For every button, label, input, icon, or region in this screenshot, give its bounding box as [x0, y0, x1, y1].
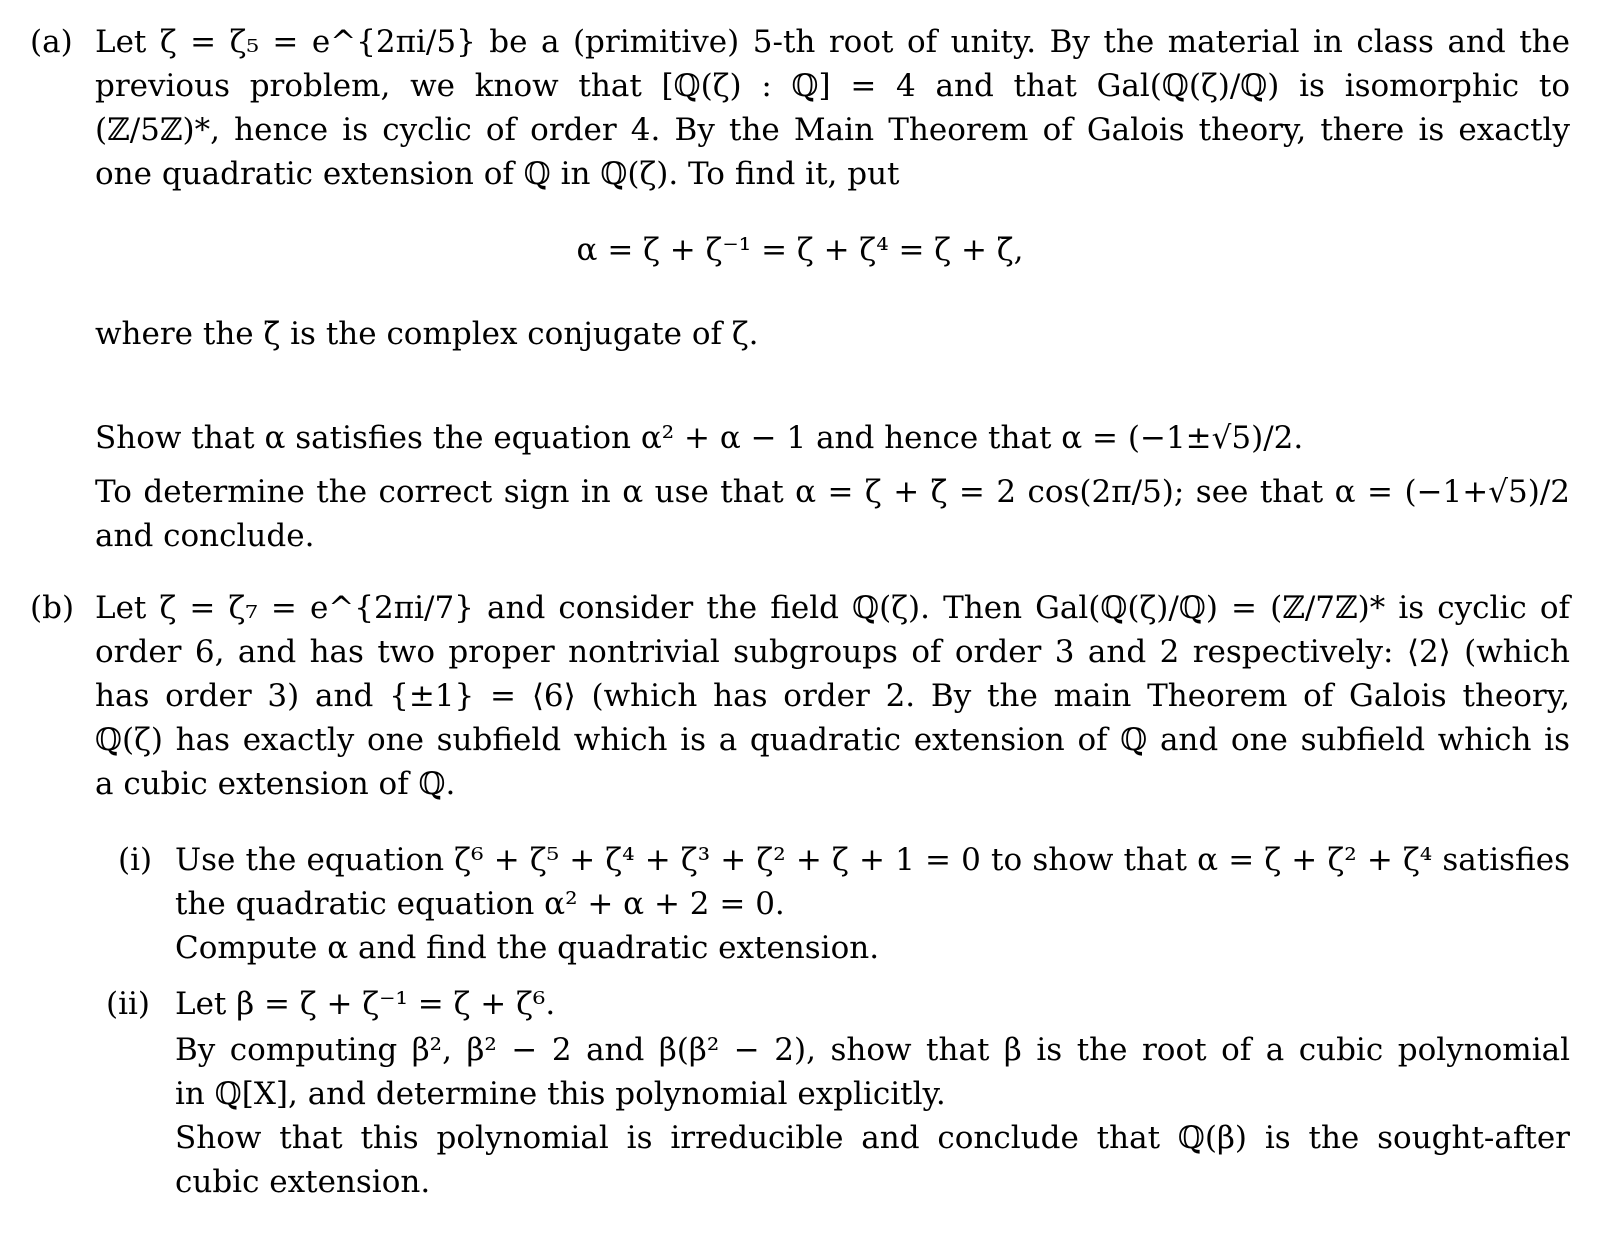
part-a-show-line-2: To determine the correct sign in α use that α = ζ + ζ̄ = 2 cos(2π/5); see that α = (−1+√5)/2 [95, 474, 1570, 510]
part-b-ii-line-2: By computing β², β² − 2 and β(β² − 2), show that β is the root of a cubic polynomial [175, 1032, 1570, 1068]
part-a-label: (a) [30, 24, 73, 60]
part-a-line-2: previous problem, we know that [ℚ(ζ) : ℚ] = 4 and that Gal(ℚ(ζ)/ℚ) is isomorphic to [95, 68, 1570, 104]
part-b-i-line-1: Use the equation ζ⁶ + ζ⁵ + ζ⁴ + ζ³ + ζ² + ζ + 1 = 0 to show that α = ζ + ζ² + ζ⁴ satisfies [175, 842, 1570, 878]
part-b-label: (b) [30, 590, 75, 626]
part-b-i-line-2: the quadratic equation α² + α + 2 = 0. [175, 886, 785, 922]
part-b-i-line-3: Compute α and find the quadratic extension. [175, 930, 880, 966]
part-b-line-4: ℚ(ζ) has exactly one subfield which is a quadratic extension of ℚ and one subfield which is [95, 722, 1570, 758]
part-b-line-3: has order 3) and {±1} = ⟨6⟩ (which has order 2. By the main Theorem of Galois theory, [95, 678, 1570, 714]
part-b-line-2: order 6, and has two proper nontrivial subgroups of order 3 and 2 respectively: ⟨2⟩ (which [95, 634, 1570, 670]
part-a-show-line-3: and conclude. [95, 518, 315, 554]
part-b-line-1: Let ζ = ζ₇ = e^{2πi/7} and consider the field ℚ(ζ). Then Gal(ℚ(ζ)/ℚ) = (ℤ/7ℤ)* is cyclic of [95, 590, 1570, 626]
part-a-line-4: one quadratic extension of ℚ in ℚ(ζ). To find it, put [95, 156, 900, 192]
part-b-ii-line-5: cubic extension. [175, 1164, 431, 1200]
part-a-conjugate-note: where the ζ̄ is the complex conjugate of ζ. [95, 316, 759, 352]
part-b-ii-line-3: in ℚ[X], and determine this polynomial explicitly. [175, 1076, 946, 1112]
part-b-line-5: a cubic extension of ℚ. [95, 766, 456, 802]
part-b-ii-label: (ii) [106, 986, 151, 1022]
part-b-ii-line-1: Let β = ζ + ζ⁻¹ = ζ + ζ⁶. [175, 986, 556, 1022]
part-b-i-label: (i) [118, 842, 153, 878]
part-a-display-equation: α = ζ + ζ⁻¹ = ζ + ζ⁴ = ζ + ζ̄, [576, 232, 1024, 268]
part-a-line-1: Let ζ = ζ₅ = e^{2πi/5} be a (primitive) 5-th root of unity. By the material in class and the [95, 24, 1570, 60]
part-a-line-3: (ℤ/5ℤ)*, hence is cyclic of order 4. By the Main Theorem of Galois theory, there is exactly [95, 112, 1570, 148]
part-a-show-line-1: Show that α satisfies the equation α² + α − 1 and hence that α = (−1±√5)/2. [95, 420, 1304, 456]
part-b-ii-line-4: Show that this polynomial is irreducible and conclude that ℚ(β) is the sought-after [175, 1120, 1570, 1156]
